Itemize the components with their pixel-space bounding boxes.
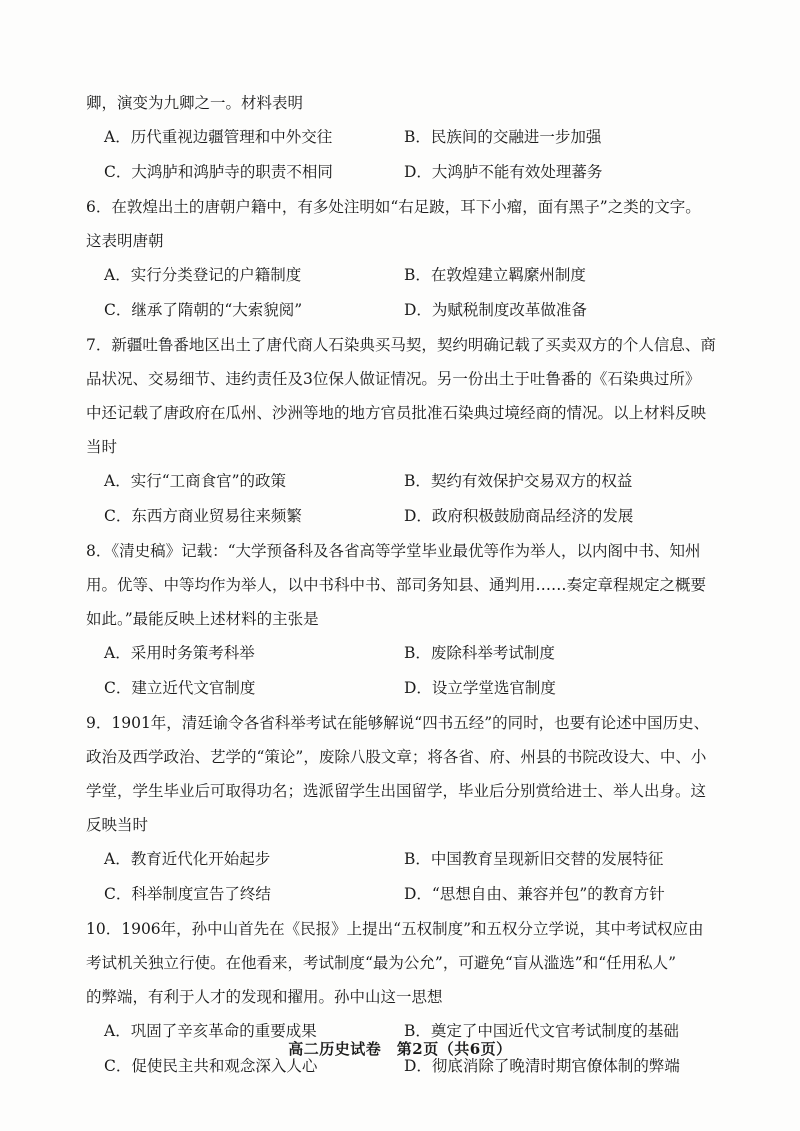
question-options [86,842,746,912]
question-stem-line: 10．1906年，孙中山首先在《民报》上提出“五权制度”和五权分立学说，其中考试权应由 [86,920,704,938]
option-a: A．巩固了辛亥革命的重要成果 [104,1022,317,1040]
question-stem-line: 9．1901年，清廷谕令各省科举考试在能够解说“四书五经”的同时，也要有论述中国历史、 [86,714,710,732]
question-stem-line: 这表明唐朝 [86,232,164,250]
question-options [86,120,746,190]
page-footer: 高二历史试卷 第2页（共6页） [288,1040,512,1058]
option-c: C．促使民主共和观念深入人心 [104,1057,318,1075]
question-stem-line: 考试机关独立行使。在他看来，考试制度“最为公允”，可避免“盲从滥选”和“任用私人” [86,954,677,972]
option-c: C．继承了隋朝的“大索貌阅” [104,301,303,319]
option-c: C．科举制度宣告了终结 [104,885,271,903]
option-d: D．大鸿胪不能有效处理蕃务 [404,163,603,181]
question-stem-line: 6．在敦煌出土的唐朝户籍中，有多处注明如“右足跛，耳下小瘤，面有黑子”之类的文字。 [86,198,701,216]
option-a: A．采用时务策考科举 [104,644,255,662]
question-options [86,636,746,706]
question-5-tail [86,86,746,190]
exam-content [86,86,746,1084]
option-d: D．“思想自由、兼容并包”的教育方针 [404,885,665,903]
option-a: A．教育近代化开始起步 [104,850,271,868]
option-b: B．奠定了中国近代文官考试制度的基础 [404,1022,679,1040]
option-a: A．实行分类登记的户籍制度 [104,266,302,284]
option-b: B．民族间的交融进一步加强 [404,128,602,146]
question-options [86,464,746,534]
question-7 [86,328,746,534]
question-stem-line: 8．《清史稿》记载：“大学预备科及各省高等学堂毕业最优等作为举人，以内阁中书、知州 [86,542,701,560]
option-b: B．在敦煌建立羁縻州制度 [404,266,586,284]
question-stem-line: 中还记载了唐政府在瓜州、沙洲等地的地方官员批准石染典过境经商的情况。以上材料反映 [86,404,707,422]
option-d: D．设立学堂选官制度 [404,679,556,697]
option-c: C．建立近代文官制度 [104,679,256,697]
option-b: B．废除科举考试制度 [404,644,555,662]
question-options [86,258,746,328]
option-c: C．东西方商业贸易往来频繁 [104,507,302,525]
question-stem-line: 7．新疆吐鲁番地区出土了唐代商人石染典买马契，契约明确记载了买卖双方的个人信息、商 [86,336,716,354]
question-stem-line: 用。优等、中等均作为举人，以中书科中书、部司务知县、通判用……奏定章程规定之概要 [86,576,707,594]
question-6 [86,190,746,328]
question-stem-line: 的弊端，有利于人才的发现和擢用。孙中山这一思想 [86,988,443,1006]
question-stem-line: 政治及西学政治、艺学的“策论”，废除八股文章；将各省、府、州县的书院改设大、中、小 [86,748,707,766]
option-d: D．彻底消除了晚清时期官僚体制的弊端 [404,1057,680,1075]
option-a: A．历代重视边疆管理和中外交往 [104,128,333,146]
question-stem-line: 如此。”最能反映上述材料的主张是 [86,610,319,628]
question-stem-line: 学堂，学生毕业后可取得功名；选派留学生出国留学，毕业后分别赏给进士、举人出身。这 [86,782,707,800]
question-9 [86,706,746,912]
question-8 [86,534,746,706]
question-stem-line: 品状况、交易细节、违约责任及3位保人做证情况。另一份出土于吐鲁番的《石染典过所》 [86,370,701,388]
option-c: C．大鸿胪和鸿胪寺的职责不相同 [104,163,333,181]
option-b: B．契约有效保护交易双方的权益 [404,472,633,490]
option-d: D．为赋税制度改革做准备 [404,301,587,319]
option-a: A．实行“工商食官”的政策 [104,472,287,490]
question-stem-line: 卿，演变为九卿之一。材料表明 [86,94,304,112]
option-d: D．政府积极鼓励商品经济的发展 [404,507,634,525]
option-b: B．中国教育呈现新旧交替的发展特征 [404,850,664,868]
question-stem-line: 反映当时 [86,816,149,834]
question-stem-line: 当时 [86,438,118,456]
